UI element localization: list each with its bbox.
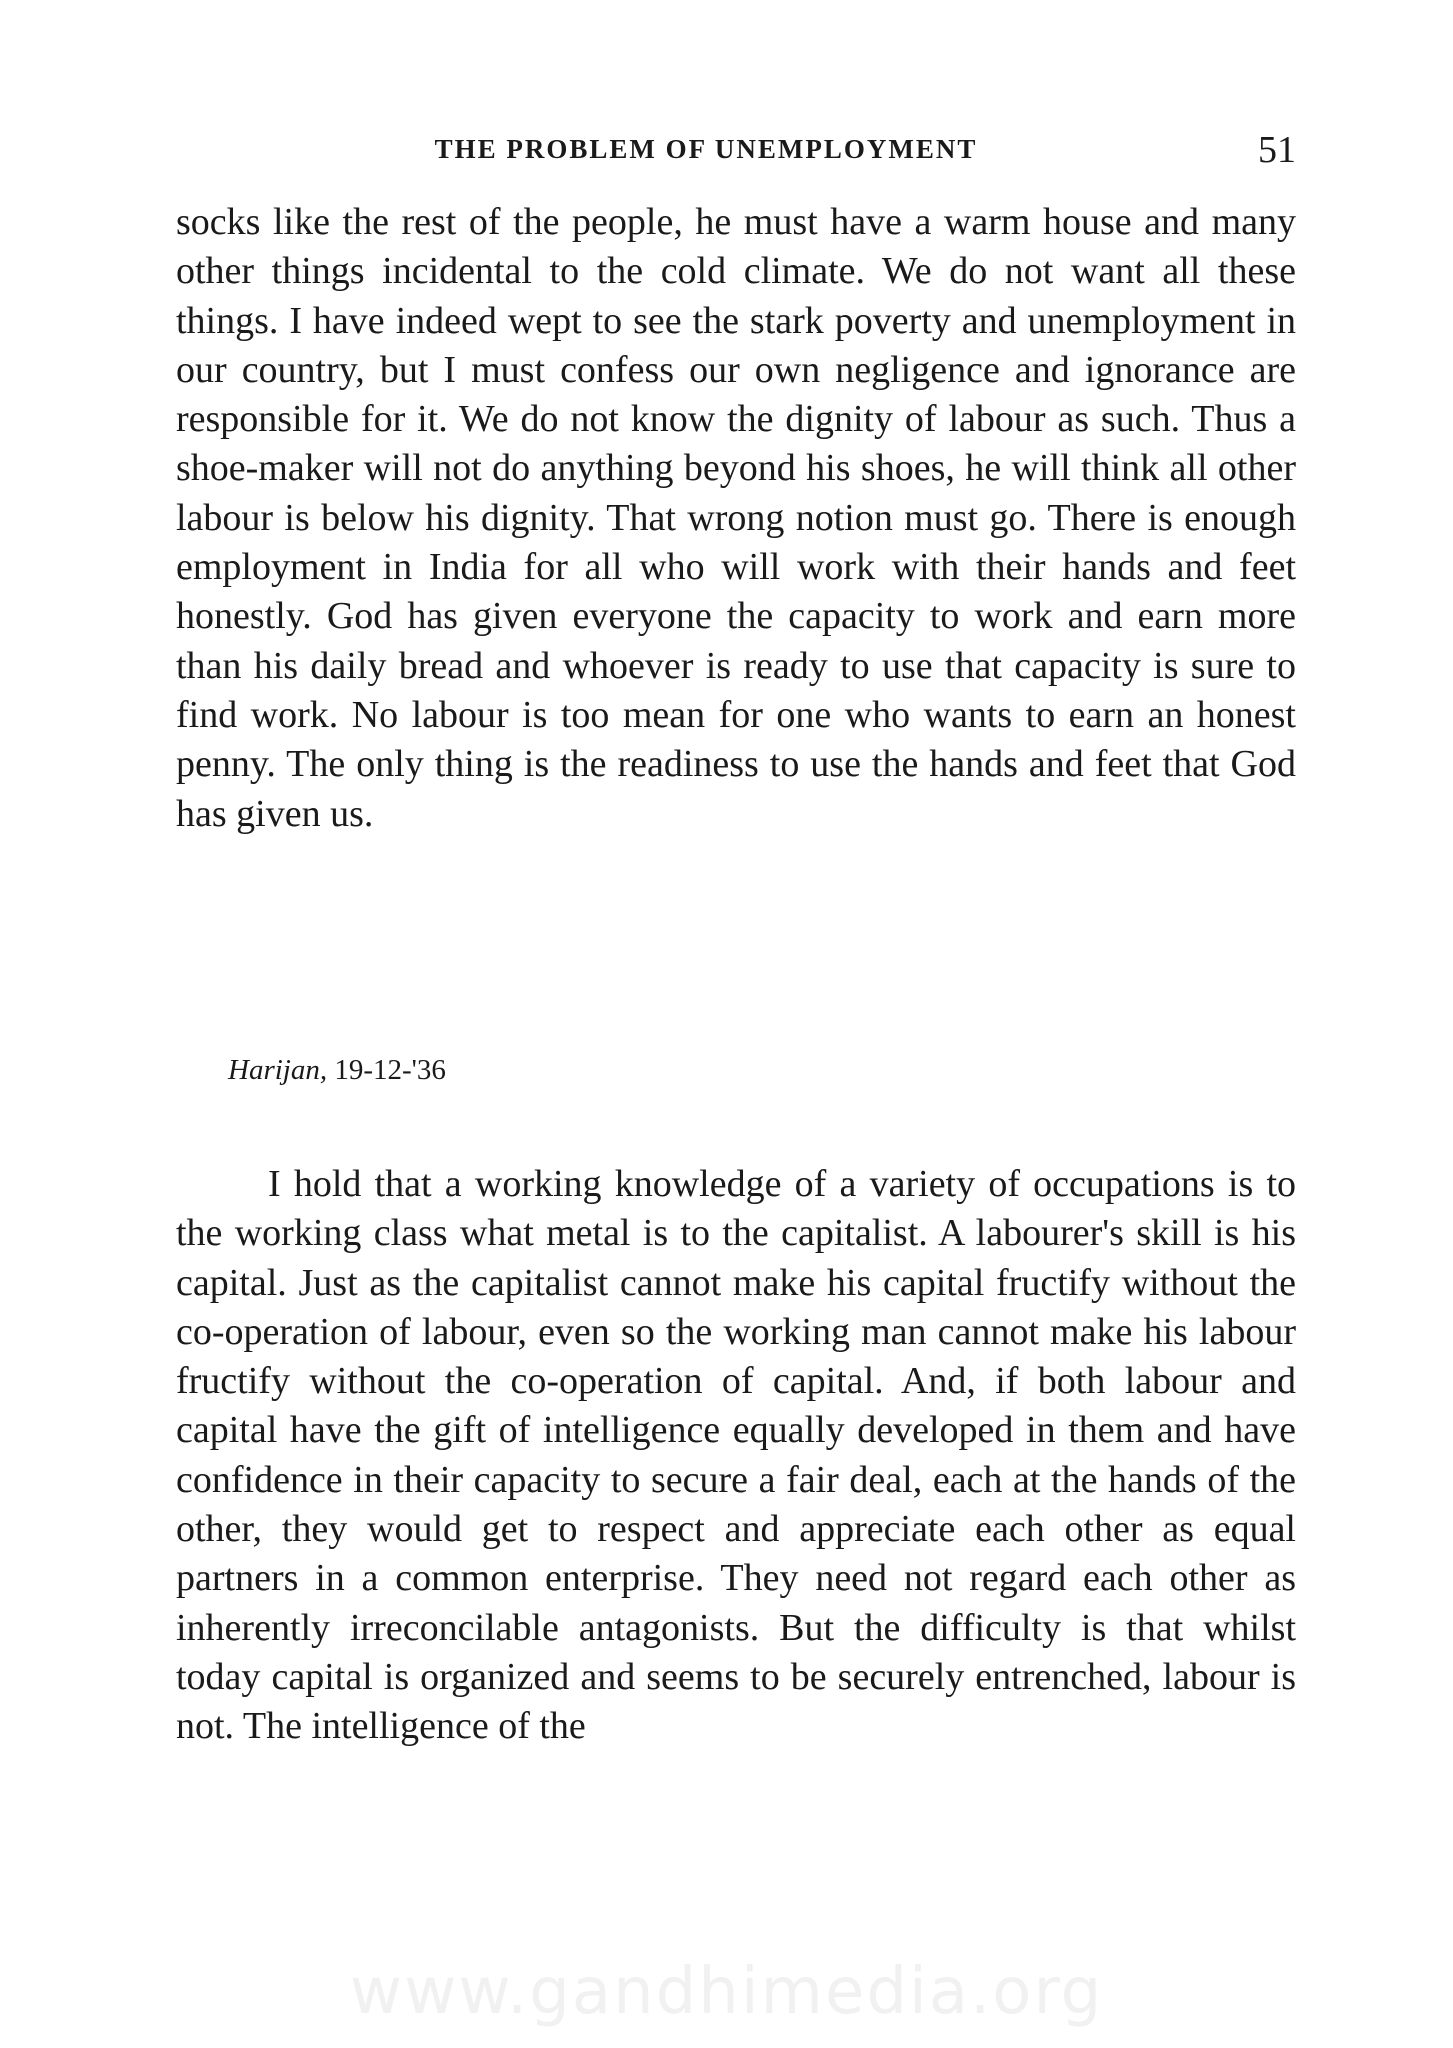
running-title: THE PROBLEM OF UNEMPLOYMENT [434, 134, 978, 164]
source-citation [228, 1054, 446, 1087]
body-paragraph-2: I hold that a working knowledge of a variety of occupations is to the working class what metal is to the capitalist. A labourer's skill is his capital. Just as the capitalist cannot make his capital fructify without the co-operation of labour, even so the working man cannot make his labour fructify without the co-operation of capital. And, if both labour and capital have the gift of intelligence equally developed in them and have confidence in their capacity to secure a fair deal, each at the hands of the other, they would get to respect and appreciate each other as equal partners in a common enterprise. They need not regard each other as inherently irreconcilable antagonists. But the difficulty is that whilst today capital is organized and seems to be securely entrenched, labour is not. The intelligence of the [176, 1163, 1296, 1748]
page-number: 51 [1258, 129, 1296, 171]
source-date: 19-12-'36 [334, 1054, 446, 1086]
running-header [176, 128, 1296, 178]
source-name: Harijan, [228, 1054, 328, 1086]
watermark: www.gandhimedia.org [349, 1955, 1104, 2029]
body-paragraph-1: socks like the rest of the people, he must have a warm house and many other things incidental to the cold climate. We do not want all these things. I have indeed wept to see the stark poverty and unemployment in our country, but I must confess our own negligence and ignorance are responsible for it. We do not know the dignity of labour as such. Thus a shoe-maker will not do anything beyond his shoes, he will think all other labour is below his dignity. That wrong notion must go. There is enough employment in India for all who will work with their hands and feet honestly. God has given everyone the capacity to work and earn more than his daily bread and whoever is ready to use that capacity is sure to find work. No labour is too mean for one who wants to earn an honest penny. The only thing is the readiness to use the hands and feet that God has given us. [176, 201, 1296, 835]
